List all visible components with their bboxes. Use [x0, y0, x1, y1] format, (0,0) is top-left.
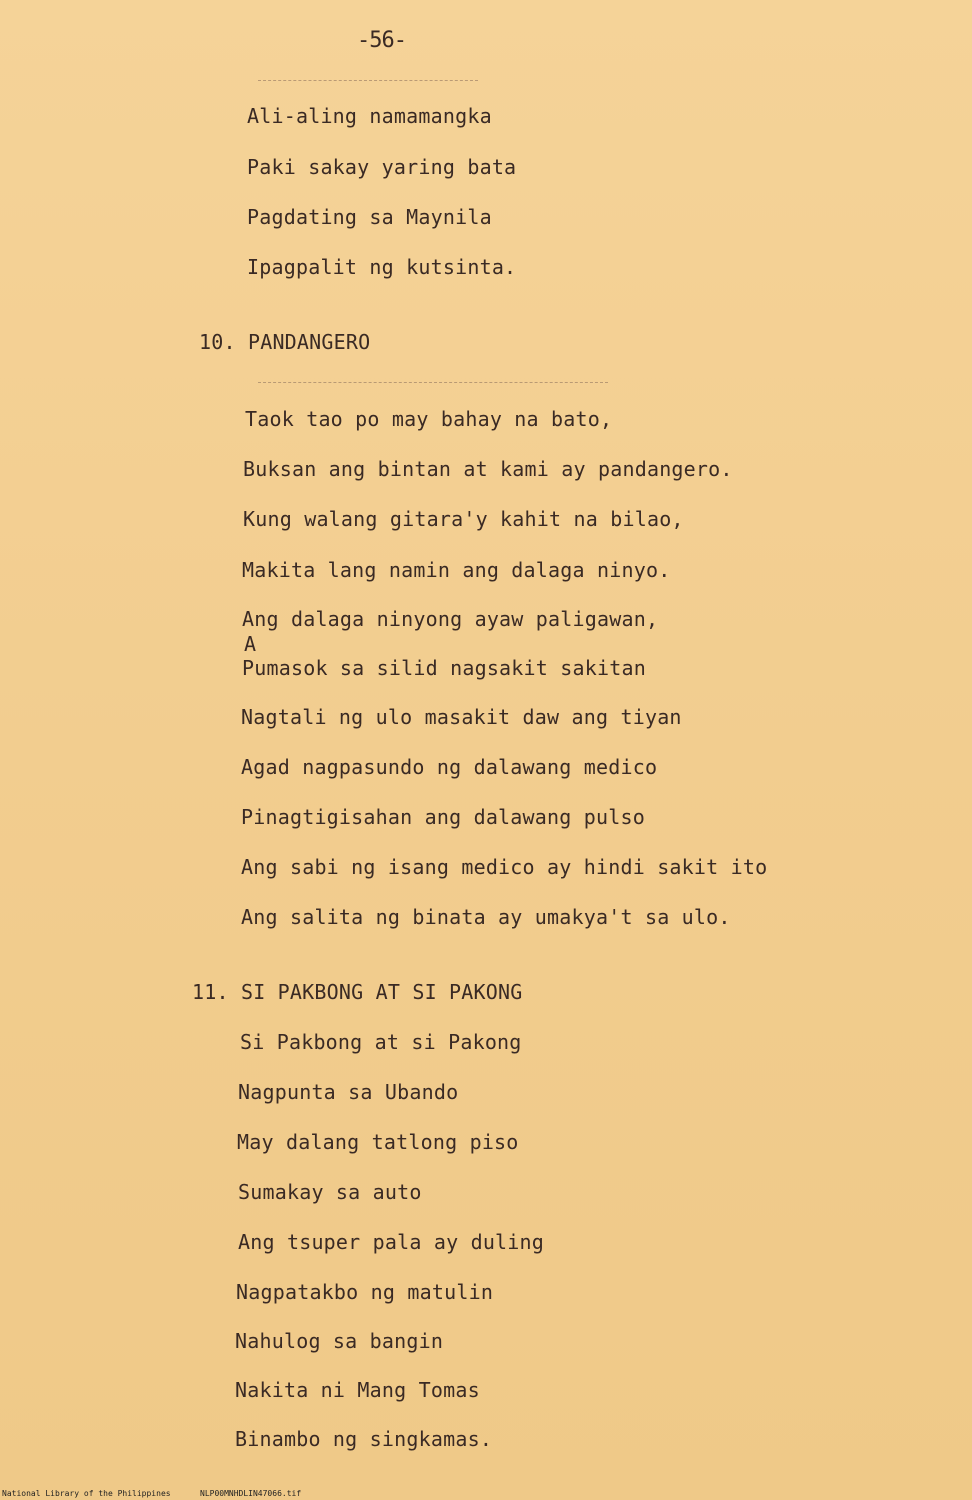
verse-line: May dalang tatlong piso	[237, 1130, 519, 1154]
verse-line: Ang dalaga ninyong ayaw paligawan,	[242, 607, 659, 631]
verse-line: Kung walang gitara'y kahit na bilao,	[243, 507, 684, 531]
verse-line: Nagpunta sa Ubando	[238, 1080, 459, 1104]
verse-line: Ali-aling namamangka	[247, 104, 492, 128]
verse-line: Nakita ni Mang Tomas	[235, 1378, 480, 1402]
verse-line: Taok tao po may bahay na bato,	[245, 407, 613, 431]
verse-line: Pumasok sa silid nagsakit sakitan	[242, 656, 646, 680]
verse-line: Nagtali ng ulo masakit daw ang tiyan	[241, 705, 682, 729]
verse-line: Si Pakbong at si Pakong	[240, 1030, 522, 1054]
verse-line: Makita lang namin ang dalaga ninyo.	[242, 558, 671, 582]
verse-line: Buksan ang bintan at kami ay pandangero.	[243, 457, 733, 481]
verse-line: Nahulog sa bangin	[235, 1329, 444, 1353]
verse-line: Sumakay sa auto	[238, 1180, 422, 1204]
handwritten-correction: A	[244, 632, 257, 656]
section-heading-11: 11. SI PAKBONG AT SI PAKONG	[192, 980, 523, 1004]
verse-line: Ipagpalit ng kutsinta.	[247, 255, 517, 279]
verse-line: Ang salita ng binata ay umakya't sa ulo.	[241, 905, 731, 929]
file-name: NLP00MNHDLIN47066.tif	[200, 1489, 302, 1498]
scan-footer	[0, 1488, 972, 1500]
verse-line: Ang tsuper pala ay duling	[238, 1230, 545, 1254]
verse-line: Nagpatakbo ng matulin	[236, 1280, 494, 1304]
page-number: -56-	[357, 28, 406, 53]
verse-line: Ang sabi ng isang medico ay hindi sakit ito	[241, 855, 768, 879]
verse-line: Pagdating sa Maynila	[247, 205, 492, 229]
verse-line: Binambo ng singkamas.	[235, 1427, 493, 1451]
divider-rule	[258, 80, 478, 81]
section-heading-10: 10. PANDANGERO	[199, 330, 371, 354]
library-credit: National Library of the Philippines	[2, 1489, 171, 1498]
divider-rule	[258, 382, 608, 383]
verse-line: Agad nagpasundo ng dalawang medico	[241, 755, 658, 779]
verse-line: Paki sakay yaring bata	[247, 155, 517, 179]
verse-line: Pinagtigisahan ang dalawang pulso	[241, 805, 645, 829]
